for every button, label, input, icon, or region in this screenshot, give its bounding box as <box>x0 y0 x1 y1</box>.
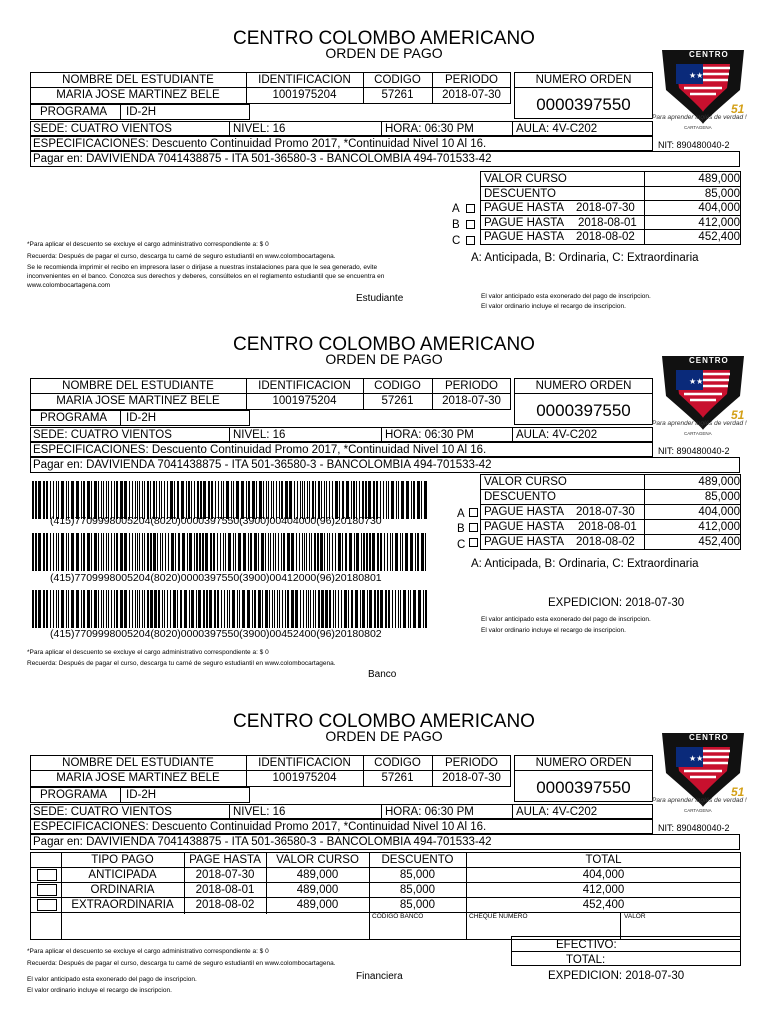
nivel: NIVEL: 16 <box>233 123 286 135</box>
institution-title: CENTRO COLOMBO AMERICANO <box>233 711 535 732</box>
specifications: ESPECIFICACIONES: Descuento Continuidad Promo 2017, *Continuidad Nivel 10 Al 16. <box>33 138 487 150</box>
descuento-label: DESCUENTO <box>484 188 556 200</box>
institution-title: CENTRO COLOMBO AMERICANO <box>233 28 535 49</box>
payment-type-legend: A: Anticipada, B: Ordinaria, C: Extraordinaria <box>471 252 699 264</box>
aula: AULA: 4V-C202 <box>516 123 598 135</box>
extraordinaria-checkbox[interactable] <box>37 899 57 911</box>
barcode-option-a <box>32 481 430 519</box>
barcode-option-b <box>32 533 430 571</box>
option-a-checkbox[interactable] <box>469 508 478 517</box>
student-id: 1001975204 <box>272 89 337 101</box>
program-value: ID-2H <box>126 106 157 118</box>
order-number: 0000397550 <box>536 778 631 797</box>
order-subtitle: ORDEN DE PAGO <box>325 728 443 744</box>
institution-logo: ★★ CENTRO 51 Para aprender inglés de verdad ! CARTAGENA <box>648 348 758 438</box>
student-name: MARIA JOSE MARTINEZ BELE <box>56 89 220 101</box>
barcode-text-b: (415)7709998005204(8020)0000397550(3900)00412000(96)20180801 <box>50 572 382 584</box>
option-c-checkbox[interactable] <box>469 538 478 547</box>
option-b-checkbox[interactable] <box>466 220 475 229</box>
descuento: 85,000 <box>704 188 740 200</box>
institution-logo: ★★ CENTRO 51 Para aprender inglés de verdad ! CARTAGENA <box>648 725 758 815</box>
institution-logo: ★★ CENTRO 51 Para aprender inglés de verdad ! CARTAGENA <box>648 42 758 132</box>
period-header: PERIODO <box>444 74 499 86</box>
option-c-checkbox[interactable] <box>466 236 475 245</box>
nit: NIT: 890480040-2 <box>658 140 730 150</box>
option-a-checkbox[interactable] <box>466 204 475 213</box>
payment-banks: Pagar en: DAVIVIENDA 7041438875 - ITA 501-36580-3 - BANCOLOMBIA 494-701533-42 <box>33 153 492 165</box>
student-code: 57261 <box>381 89 414 101</box>
option-b-letter: B <box>452 219 460 231</box>
svg-text:★★: ★★ <box>689 71 704 80</box>
ordinaria-checkbox[interactable] <box>37 884 57 896</box>
barcode-text-c: (415)7709998005204(8020)0000397550(3900)00452400(96)20180802 <box>50 628 382 640</box>
copy-label-bank: Banco <box>368 669 397 680</box>
order-subtitle: ORDEN DE PAGO <box>325 351 443 367</box>
total-label: TOTAL: <box>566 954 606 966</box>
valor-curso: 489,000 <box>698 173 740 185</box>
option-c-letter: C <box>452 235 461 247</box>
sede: SEDE: CUATRO VIENTOS <box>33 123 172 135</box>
student-period: 2018-07-30 <box>442 89 501 101</box>
barcode-text-a: (415)7709998005204(8020)0000397550(3900)00404000(96)20180730 <box>50 515 382 527</box>
id-header: IDENTIFICACION <box>258 74 351 86</box>
option-a-letter: A <box>452 203 460 215</box>
expedicion-date: EXPEDICION: 2018-07-30 <box>548 597 685 609</box>
valor-curso-label: VALOR CURSO <box>484 173 567 185</box>
program-label: PROGRAMA <box>40 106 108 118</box>
payment-slip-finance: CENTRO COLOMBO AMERICANO ORDEN DE PAGO NOMBRE DEL ESTUDIANTE IDENTIFICACION CODIGO PERIODO MARIA JOSE MARTINEZ BELE 1001975204 57261 2018-07-30 PROGRAMA ID-2H NUMERO ORDEN 0000397550 SEDE: CUATRO VIENTOS NIVEL: 16 HORA: 06:30 PM AULA: 4V-C202 ESPECIFICACIONES: Descuento Continuidad Promo 2017, *Continuidad Nivel 10 Al 16. NIT: 890480040-2 Pagar en: DAVIVIENDA 7041438875 - ITA 501-36580-3 - BANCOLOMBIA 494-701533-42 ★★ CENTRO 51 Para aprender inglés de verdad ! CARTAGENA TIPO PAGO PAGE HASTA VALOR CURSO DESCUENTO TOTAL ANTICIPADA 2018-07-30 489,000 85,000 404,000 ORDINARIA 2018-08-01 489,000 85,000 412,000 EXTRAORDINARIA 2018-08-02 489,000 85,000 452,400 CODIGO BANCO CHEQUE NUMERO VALOR EFECTIVO: TOTAL: EXPEDICION: 2018-07-30 *Para aplicar el descuento se excluye el cargo administrativo correspondiente a: $ 0 Recuerda: Después de pagar el curso, descarga tu carné de seguro estudiantil en www.colombocartagena. Financiera El valor anticipado esta exonerado del pago de inscripcion. El valor ordinario incluye el recargo de inscripcion. <box>0 683 768 1013</box>
name-header: NOMBRE DEL ESTUDIANTE <box>62 74 214 86</box>
option-b-checkbox[interactable] <box>469 523 478 532</box>
copy-label-finance: Financiera <box>356 971 403 982</box>
payment-slip-bank: CENTRO COLOMBO AMERICANO ORDEN DE PAGO NOMBRE DEL ESTUDIANTE IDENTIFICACION CODIGO PERIODO MARIA JOSE MARTINEZ BELE 1001975204 57261 2018-07-30 PROGRAMA ID-2H NUMERO ORDEN 0000397550 SEDE: CUATRO VIENTOS NIVEL: 16 HORA: 06:30 PM AULA: 4V-C202 ESPECIFICACIONES: Descuento Continuidad Promo 2017, *Continuidad Nivel 10 Al 16. NIT: 890480040-2 Pagar en: DAVIVIENDA 7041438875 - ITA 501-36580-3 - BANCOLOMBIA 494-701533-42 ★★ CENTRO 51 Para aprender inglés de verdad ! CARTAGENA (415)7709998005204(8020)0000397550(3900)00404000(96)20180730 (415)7709998005204(8020)0000397550(3900)00412000(96)20180801 (415)7709998005204(8020)0000397550(3900)00452400(96)20180802 VALOR CURSO 489,000 DESCUENTO 85,000 PAGUE HASTA 2018-07-30 404,000 PAGUE HASTA 2018-08-01 412,000 PAGUE HASTA 2018-08-02 452,400 A B C A: Anticipada, B: Ordinaria, C: Extraordinaria EXPEDICION: 2018-07-30 El valor anticipado esta exonerado del pago de inscripcion. El valor ordinario incluye el recargo de inscripcion. *Para aplicar el descuento se excluye el cargo administrativo correspondiente a: $ 0 Recuerda: Después de pagar el curso, descarga tu carné de seguro estudiantil en www.colombocartagena. Banco <box>0 306 768 636</box>
expedicion-date: EXPEDICION: 2018-07-30 <box>548 970 685 982</box>
copy-label-student: Estudiante <box>356 293 404 304</box>
anticipada-checkbox[interactable] <box>37 869 57 881</box>
order-number: 0000397550 <box>536 401 631 420</box>
payment-slip-student: CENTRO COLOMBO AMERICANO ORDEN DE PAGO NOMBRE DEL ESTUDIANTE IDENTIFICACION CODIGO PERIODO MARIA JOSE MARTINEZ BELE 1001975204 57261 2018-07-30 PROGRAMA ID-2H NUMERO ORDEN 0000397550 SEDE: CUATRO VIENTOS NIVEL: 16 HORA: 06:30 PM AULA: 4V-C202 ESPECIFICACIONES: Descuento Continuidad Promo 2017, *Continuidad Nivel 10 Al 16. NIT: 890480040-2 Pagar en: DAVIVIENDA 7041438875 - ITA 501-36580-3 - BANCOLOMBIA 494-701533-42 ★★ CENTRO 51 Para aprender inglés de verdad ! CARTAGENA VALOR CURSO 489,000 DESCUENTO 85,000 PAGUE HASTA 2018-07-30 404,000 PAGUE HASTA 2018-08-01 412,000 PAGUE HASTA 2018-08-02 452,400 A B C A: Anticipada, B: Ordinaria, C: Extraordinaria *Para aplicar el descuento se excluye el cargo administrativo correspondiente a: $ 0 Recuerda: Después de pagar el curso, descarga tu carné de seguro estudiantil en www.colombocartagena. Se le recomienda imprimir el recibo en impresora laser o dirijase a nuestras instalaciones para que le sea generado, evite inconvenientes en el banco. Conozca sus derechos y deberes, consúltelos en el reglamento estudiantil que se encuentra en www.colombocartagena.com Estudiante El valor anticipado esta exonerado del pago de inscripcion. El valor ordinario incluye el recargo de inscripcion. <box>0 0 768 330</box>
svg-text:★★: ★★ <box>689 754 704 763</box>
hora: HORA: 06:30 PM <box>385 123 474 135</box>
order-number-header: NUMERO ORDEN <box>535 74 632 86</box>
barcode-option-c <box>32 590 430 628</box>
order-subtitle: ORDEN DE PAGO <box>325 45 443 61</box>
code-header: CODIGO <box>374 74 421 86</box>
efectivo-label: EFECTIVO: <box>556 939 617 951</box>
order-number: 0000397550 <box>536 95 631 114</box>
svg-text:★★: ★★ <box>689 377 704 386</box>
institution-title: CENTRO COLOMBO AMERICANO <box>233 334 535 355</box>
